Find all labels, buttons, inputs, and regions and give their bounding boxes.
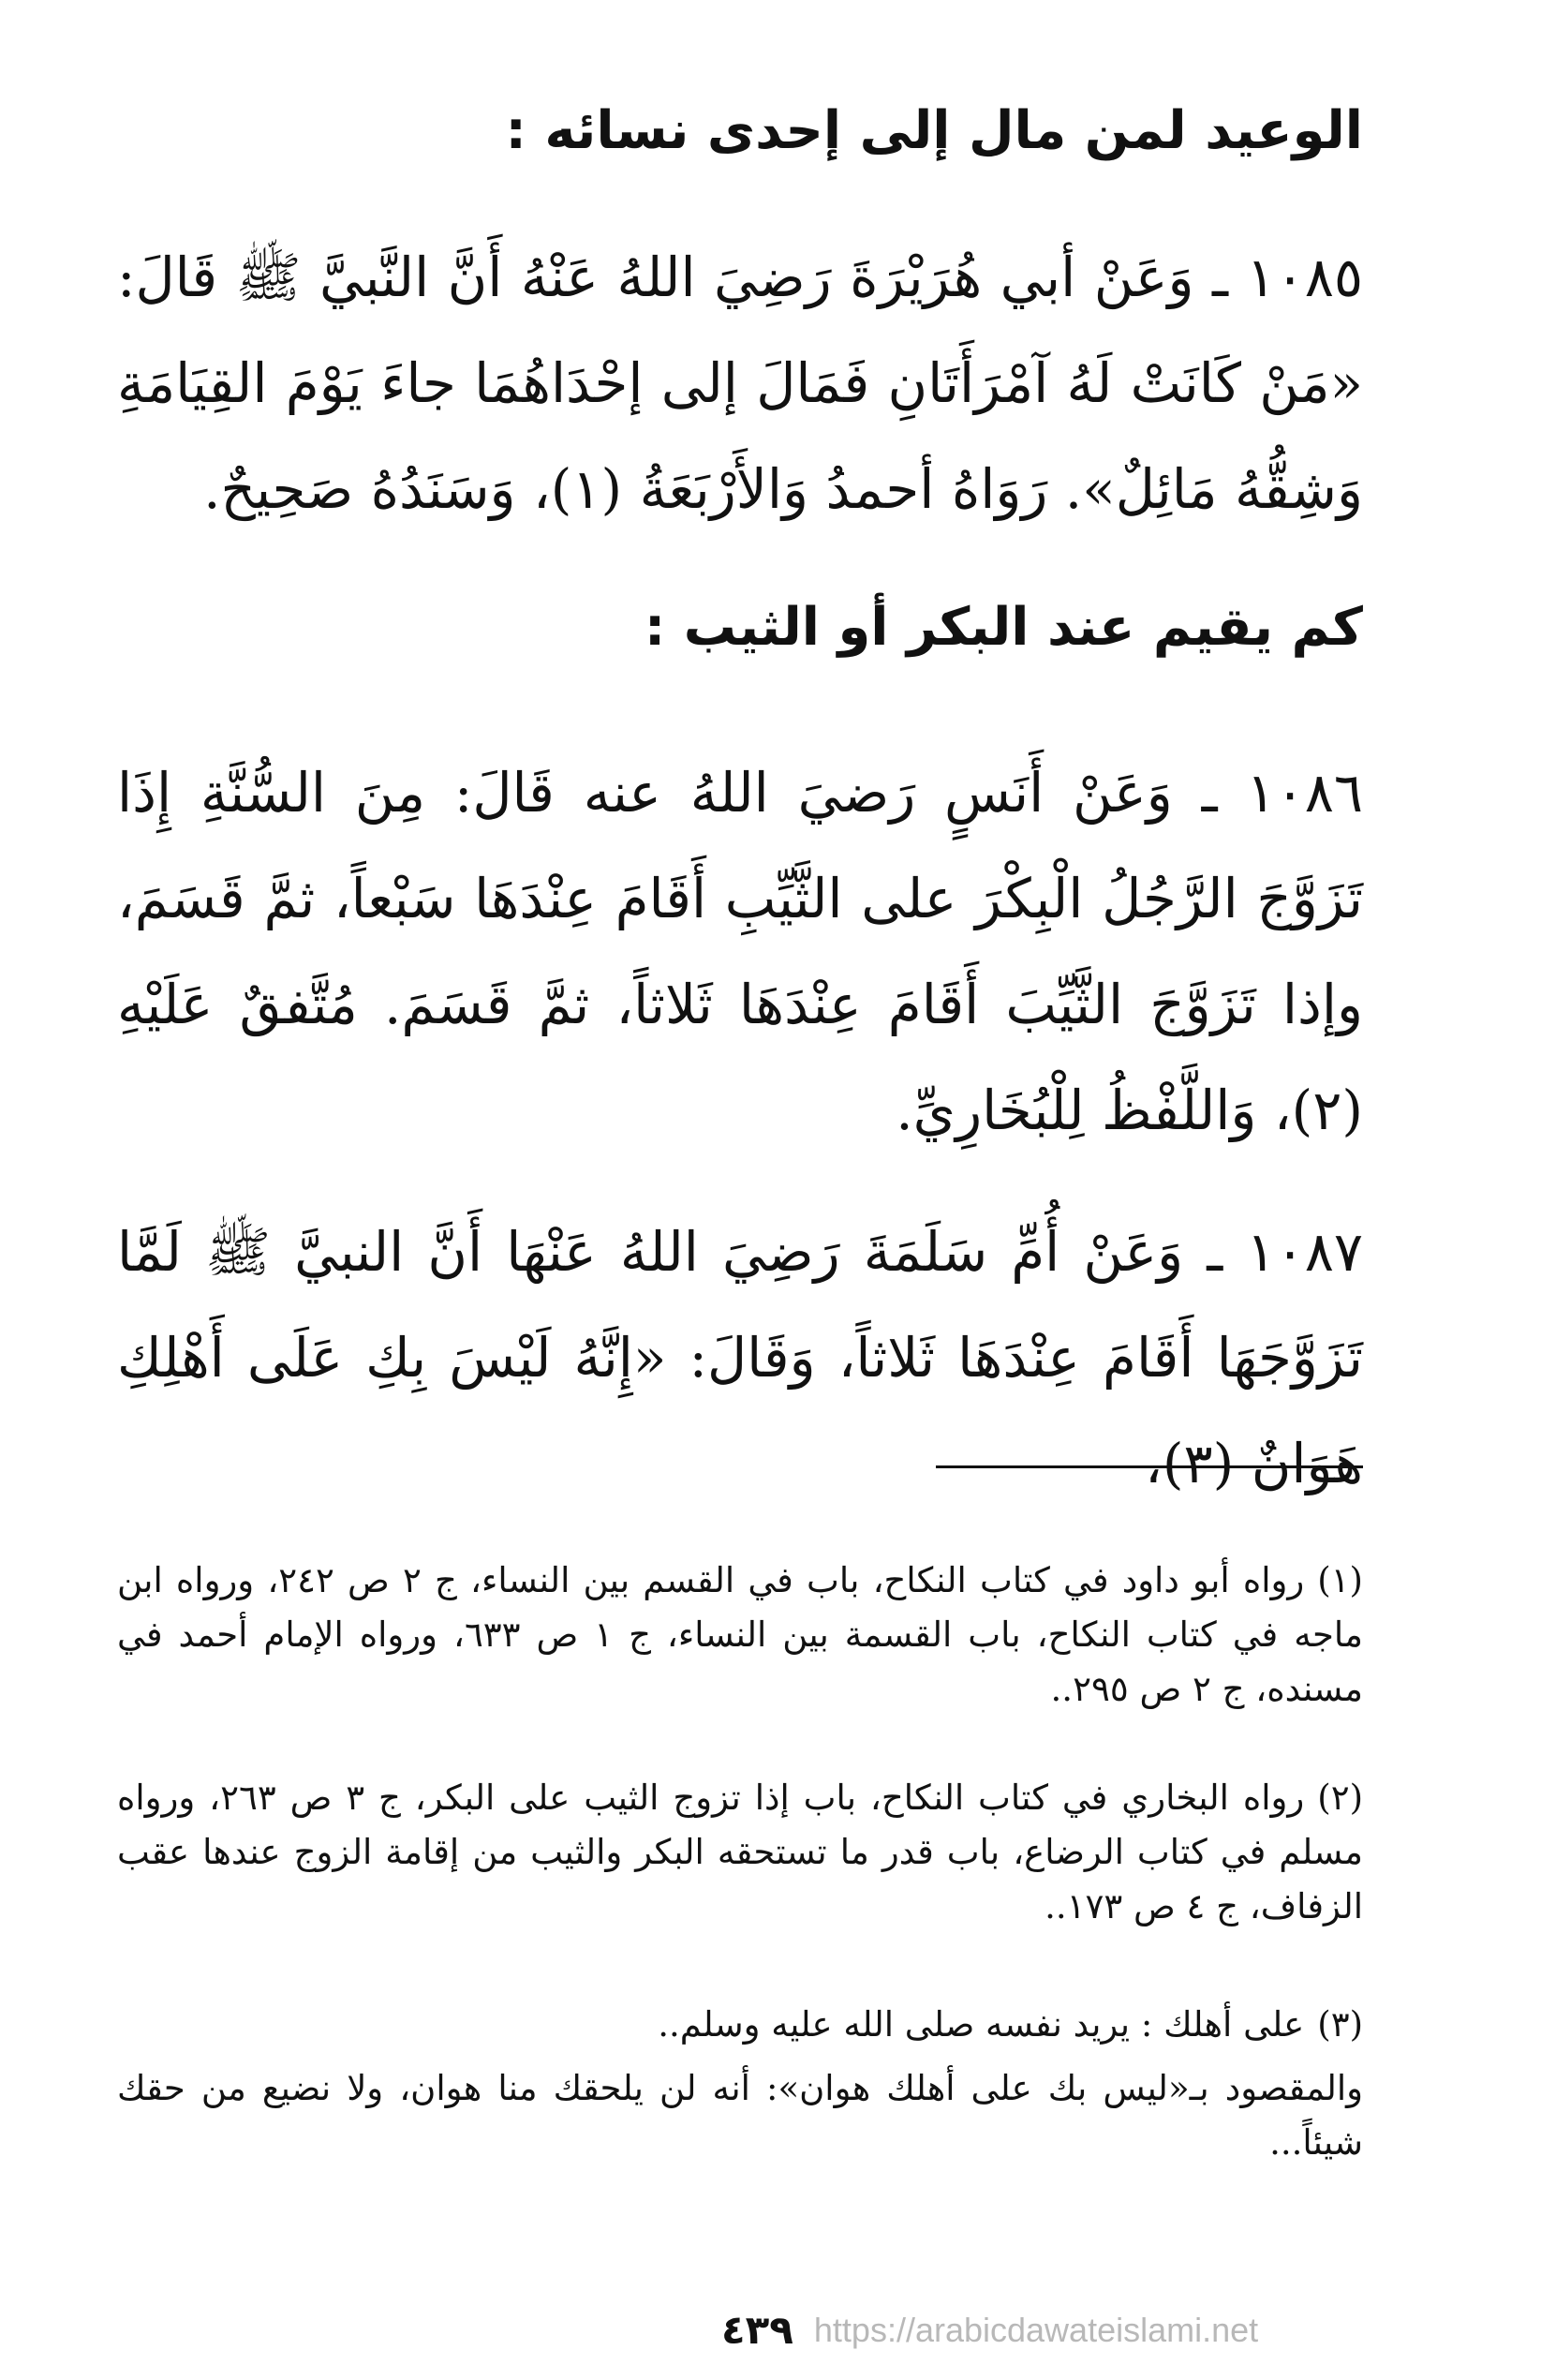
hadith-number: ١٠٨٧: [1246, 1220, 1363, 1284]
hadith-1085: [117, 225, 1363, 543]
footnote-text: على أهلك : يريد نفسه صلى الله عليه وسلم..: [658, 2004, 1305, 2045]
hadith-1086: [117, 740, 1363, 1164]
footnote-1: [117, 1554, 1363, 1717]
hadith-text: ـ وَعَنْ أبي هُرَيْرَةَ رَضِيَ اللهُ عَنْهُ أَنَّ النَّبيَّ ﷺ قَالَ: «مَنْ كَانَتْ لَهُ آمْرَأَتَانِ فَمَالَ إلى إحْدَاهُمَا جاءَ يَوْمَ القِيَامَةِ وَشِقُّهُ مَائِلٌ». رَوَاهُ أحمدُ وَالأَرْبَعَةُ (١)، وَسَنَدُهُ صَحِيحٌ.: [117, 245, 1363, 521]
footnote-marker: (٢): [1317, 1778, 1363, 1818]
hadith-text: ـ وَعَنْ أَنَسٍ رَضيَ اللهُ عنه قَالَ: مِنَ السُّنَّةِ إِذَا تَزَوَّجَ الرَّجُلُ الْبِكْرَ على الثَّيِّبِ أَقَامَ عِنْدَهَا سَبْعاً، ثمَّ قَسَمَ، وإذا تَزَوَّجَ الثَّيِّبَ أَقَامَ عِنْدَهَا ثَلاثاً، ثمَّ قَسَمَ. مُتَّفقٌ عَلَيْهِ (٢)، وَاللَّفْظُ لِلْبُخَارِيِّ.: [117, 761, 1363, 1142]
hadith-number: ١٠٨٦: [1246, 761, 1363, 825]
page-footer: [721, 2307, 1258, 2359]
section-heading-1: الوعيد لمن مال إلى إحدى نسائه :: [505, 100, 1363, 161]
footnote-3-continuation: والمقصود بـ«ليس بك على أهلك هوان»: أنه لن يلحقك منا هوان، ولا نضيع من حقك شيئاً...: [117, 2068, 1363, 2163]
footnote-marker: (١): [1317, 1560, 1363, 1600]
footnote-text: رواه البخاري في كتاب النكاح، باب إذا تزوج الثيب على البكر، ج ٣ ص ٢٦٣، ورواه مسلم في كتاب الرضاع، باب قدر ما تستحقه البكر والثيب من إقامة الزوج عندها عقب الزفاف، ج ٤ ص ١٧٣..: [117, 1778, 1363, 1926]
footnote-marker: (٣): [1317, 2004, 1363, 2045]
hadith-number: ١٠٨٥: [1246, 245, 1364, 309]
section-heading-2: كم يقيم عند البكر أو الثيب :: [644, 597, 1363, 658]
hadith-text: ـ وَعَنْ أُمِّ سَلَمَةَ رَضِيَ اللهُ عَنْهَا أَنَّ النبيَّ ﷺ لَمَّا تَزَوَّجَهَا أَقَامَ عِنْدَهَا ثَلاثاً، وَقَالَ: «إِنَّهُ لَيْسَ بِكِ عَلَى أَهْلِكِ هَوَانٌ (٣)،: [117, 1220, 1363, 1495]
hadith-1087: [117, 1199, 1363, 1517]
watermark-url: https://arabicdawateislami.net: [813, 2310, 1259, 2349]
footnote-text: رواه أبو داود في كتاب النكاح، باب في القسم بين النساء، ج ٢ ص ٢٤٢، ورواه ابن ماجه في كتاب النكاح، باب القسمة بين النساء، ج ١ ص ٦٣٣، ورواه الإمام أحمد في مسنده، ج ٢ ص ٢٩٥..: [117, 1560, 1363, 1709]
footnote-3: [117, 1998, 1363, 2052]
footnote-divider: [936, 1465, 1363, 1468]
footnote-2: [117, 1771, 1363, 1934]
page-number: ٤٣٩: [721, 2307, 793, 2353]
